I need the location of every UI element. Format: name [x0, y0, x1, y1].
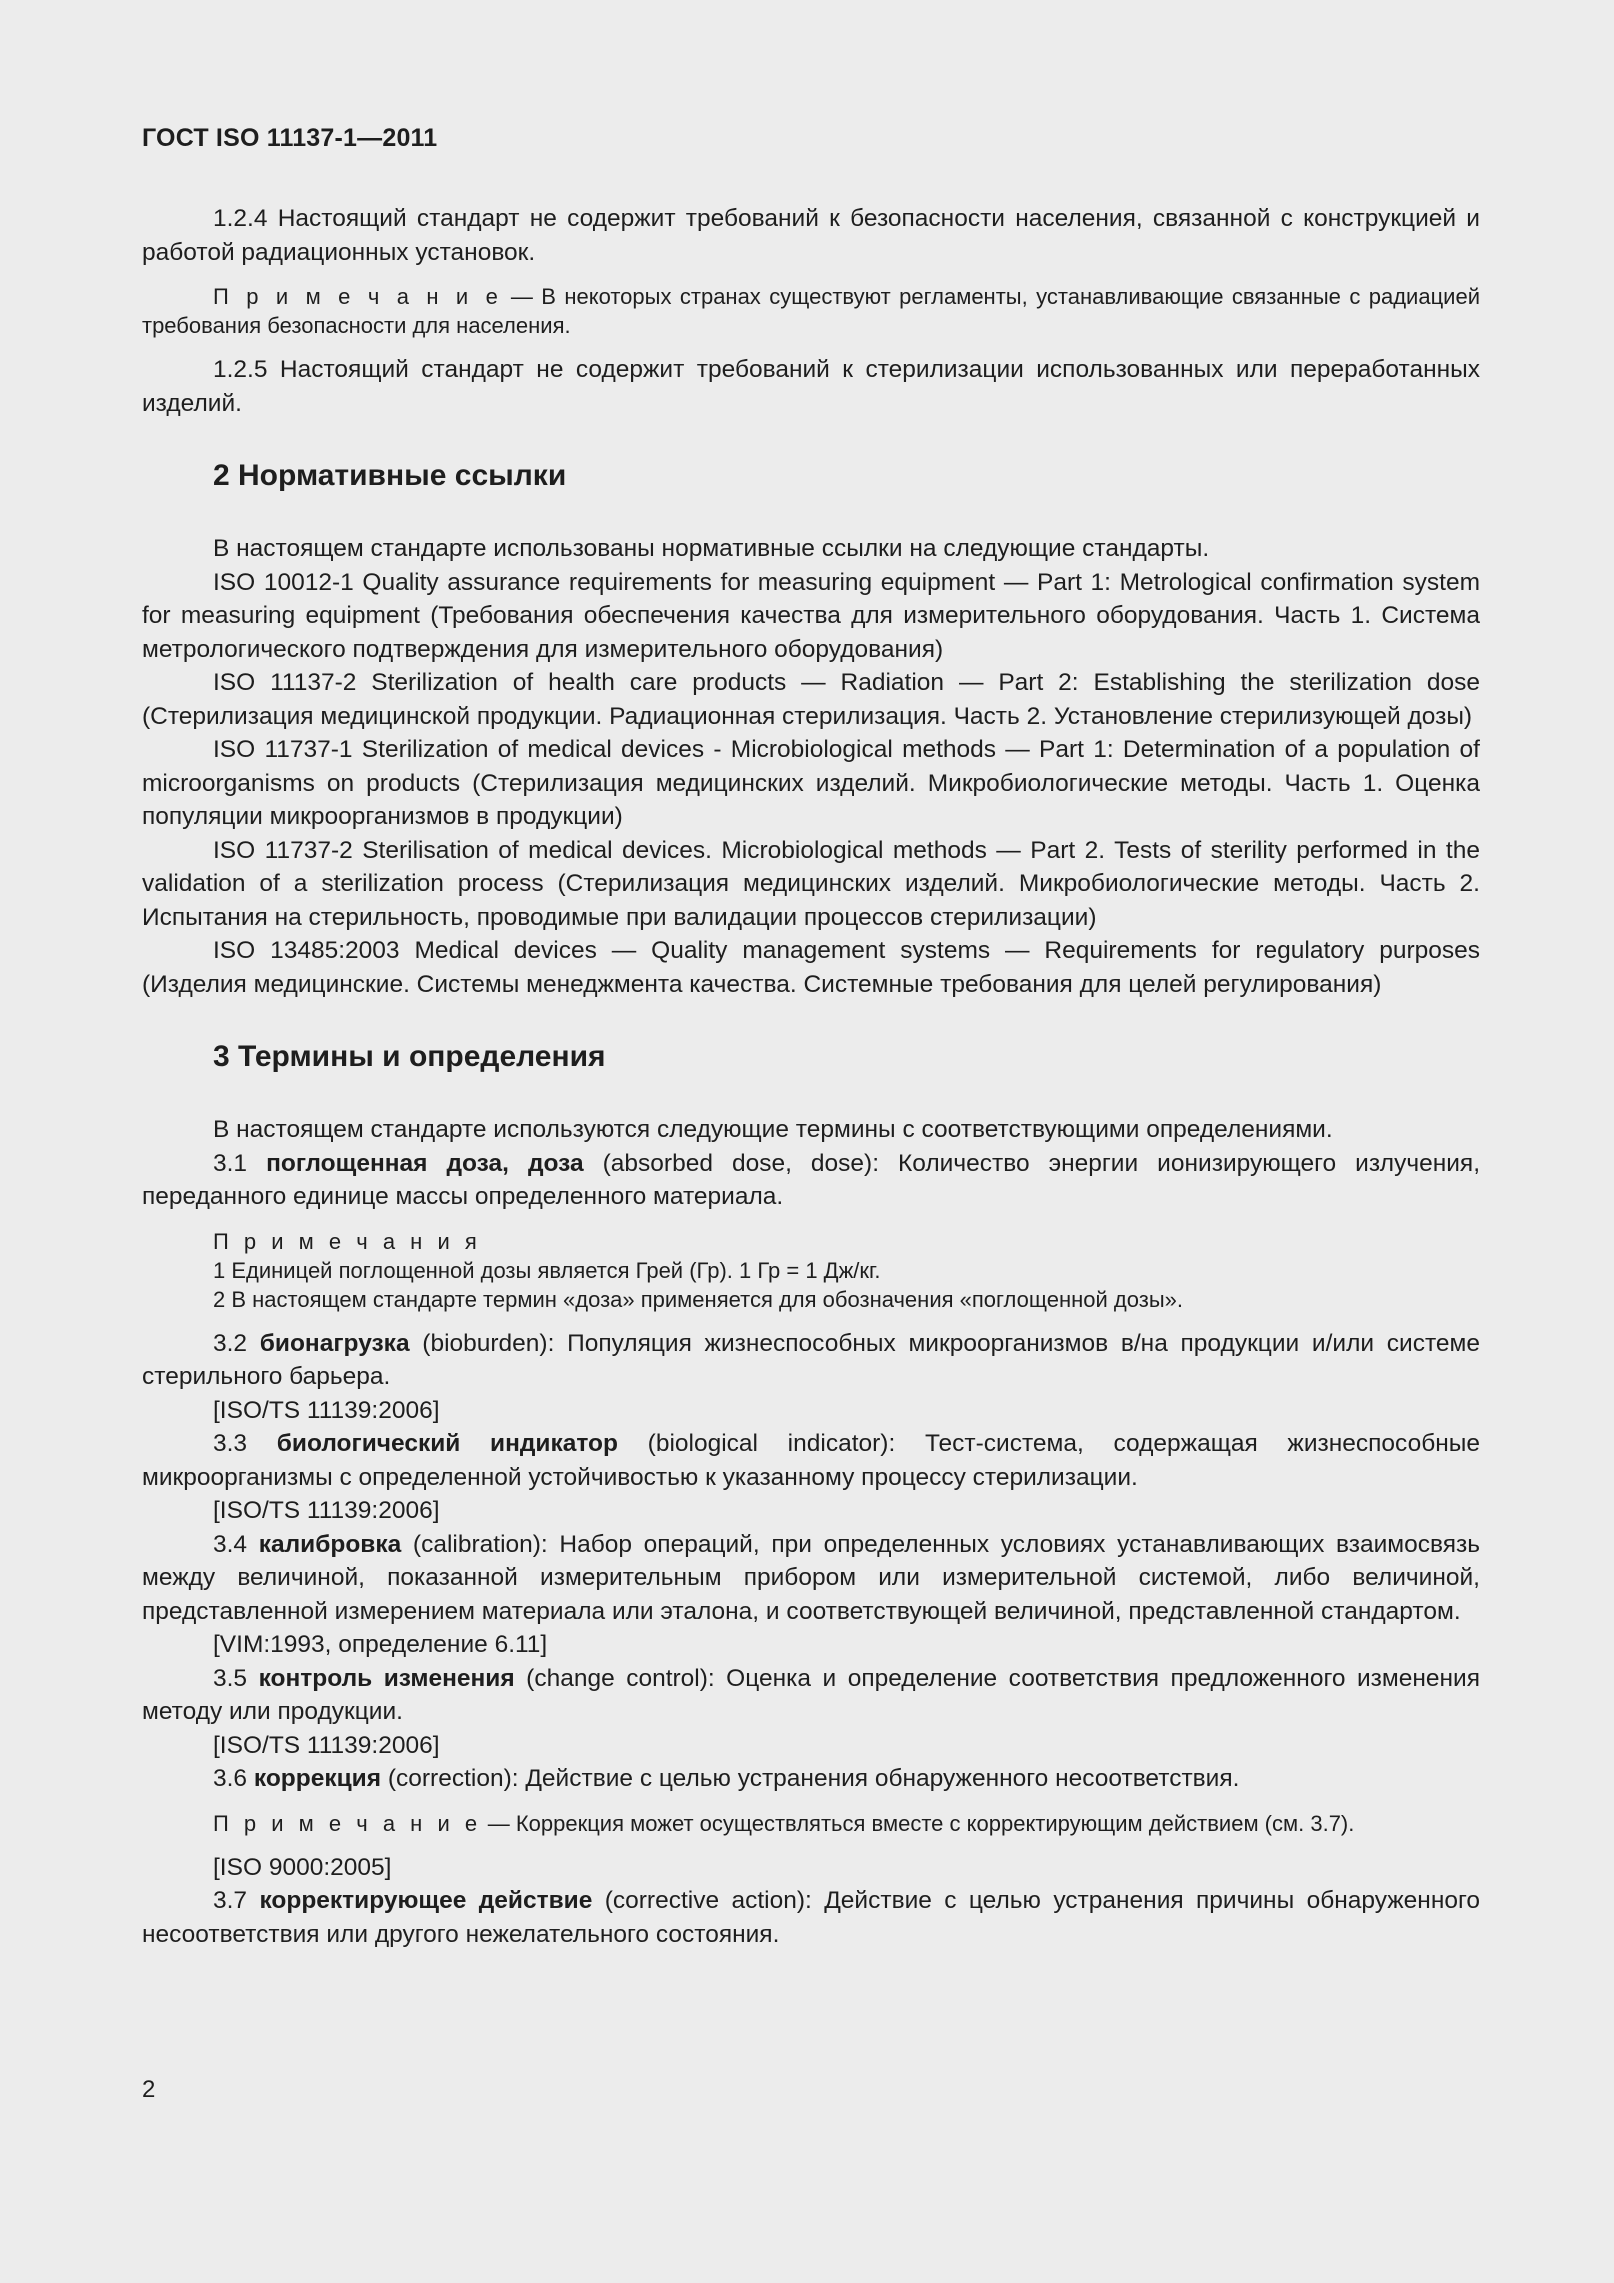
term-name: коррекция — [253, 1765, 382, 1792]
term-3-1 — [142, 1147, 1480, 1214]
term-definition: (calibration): Набор операций, при определенных условиях устанавливающих взаимосвязь между величиной, показанной измерительным прибором или измерительной системой, либо величиной, представленной измерением материала или эталона, и соответствующей величиной, представленной стандартом. — [142, 1530, 1480, 1625]
section-3-heading: 3 Термины и определения — [213, 1040, 606, 1073]
normative-reference: ISO 13485:2003 Medical devices — Quality management systems — Requirements for regulatory purposes (Изделия медицинские. Системы менеджмента качества. Системные требования для целей регулирования) — [142, 937, 1480, 998]
term-source: [ISO/TS 11139:2006] — [213, 1497, 440, 1524]
term-source: [ISO/TS 11139:2006] — [213, 1731, 440, 1759]
term-definition: (bioburden): Популяция жизнеспособных микроорганизмов в/на продукции и/или системе стерильного барьера. — [142, 1329, 1480, 1390]
note-1-2-4 — [142, 282, 1480, 340]
term-3-4 — [142, 1528, 1480, 1629]
term-3-6 — [142, 1762, 1480, 1796]
normative-reference: ISO 10012-1 Quality assurance requirements for measuring equipment — Part 1: Metrological confirmation system for measuring equipment (Требования обеспечения качества для измерительного оборудования. Часть 1. Система метрологического подтверждения для измерительного оборудования) — [142, 568, 1480, 663]
notes-label: П р и м е ч а н и я — [213, 1228, 482, 1254]
normative-reference: ISO 11137-2 Sterilization of health care products — Radiation — Part 2: Establishing the sterilization dose (Стерилизация медицинской продукции. Радиационная стерилизация. Часть 2. Установление стерилизующей дозы) — [142, 669, 1480, 730]
note-text: — Коррекция может осуществляться вместе с корректирующим действием (см. 3.7). — [481, 1810, 1355, 1836]
term-number: 3.7 — [213, 1887, 260, 1914]
term-number: 3.3 — [213, 1430, 277, 1457]
notes-3-1 — [142, 1227, 1480, 1314]
term-name: бионагрузка — [259, 1329, 410, 1357]
note-label: П р и м е ч а н и е — [213, 1810, 482, 1836]
paragraph-1-2-4: 1.2.4 Настоящий стандарт не содержит требований к безопасности населения, связанной с конструкцией и работой радиационных установок. — [142, 205, 1480, 266]
term-source: [ISO 9000:2005] — [213, 1853, 392, 1881]
term-number: 3.2 — [213, 1329, 260, 1357]
term-name: поглощенная доза, доза — [266, 1149, 584, 1177]
term-3-2 — [142, 1327, 1480, 1394]
note-label: П р и м е ч а н и е — [213, 284, 503, 309]
term-name: контроль изменения — [258, 1664, 515, 1692]
term-name: корректирующее действие — [259, 1887, 593, 1914]
term-3-7 — [142, 1884, 1480, 1951]
term-definition: (absorbed dose, dose): Количество энергии ионизирующего излучения, переданного единице массы определенного материала. — [142, 1149, 1481, 1210]
term-3-5 — [142, 1662, 1480, 1729]
term-definition: (change control): Оценка и определение соответствия предложенного изменения методу или продукции. — [142, 1664, 1481, 1725]
note-text: — В некоторых странах существуют регламенты, устанавливающие связанные с радиацией требования безопасности для населения. — [142, 284, 1480, 338]
term-name: калибровка — [258, 1530, 402, 1558]
section-2-intro: В настоящем стандарте использованы нормативные ссылки на следующие стандарты. — [213, 535, 1210, 562]
page-number: 2 — [142, 2076, 156, 2103]
normative-reference: ISO 11737-2 Sterilisation of medical devices. Microbiological methods — Part 2. Tests of sterility performed in the validation of a sterilization process (Стерилизация медицинских изделий. Микробиологические методы. Часть 2. Испытания на стерильность, проводимые при валидации процессов стерилизации) — [142, 836, 1480, 931]
term-definition: (correction): Действие с целью устранения обнаруженного несоответствия. — [381, 1765, 1240, 1792]
paragraph-1-2-5: 1.2.5 Настоящий стандарт не содержит требований к стерилизации использованных или переработанных изделий. — [142, 356, 1480, 417]
term-source: [ISO/TS 11139:2006] — [213, 1396, 440, 1424]
term-definition: (biological indicator): Тест-система, содержащая жизнеспособные микроорганизмы с определенной устойчивостью к указанному процессу стерилизации. — [142, 1430, 1480, 1491]
note-item: 1 Единицей поглощенной дозы является Грей (Гр). 1 Гр = 1 Дж/кг. — [213, 1257, 881, 1283]
term-number: 3.6 — [213, 1765, 254, 1792]
document-body — [142, 202, 1480, 1951]
term-number: 3.4 — [213, 1530, 259, 1558]
term-definition: (corrective action): Действие с целью устранения причины обнаруженного несоответствия или другого нежелательного состояния. — [142, 1887, 1480, 1948]
term-3-3 — [142, 1427, 1480, 1494]
section-3-intro: В настоящем стандарте используются следующие термины с соответствующими определениями. — [213, 1116, 1333, 1143]
normative-reference: ISO 11737-1 Sterilization of medical devices - Microbiological methods — Part 1: Determination of a population of microorganisms on products (Стерилизация медицинских изделий. Микробиологические методы. Часть 1. Оценка популяции микроорганизмов в продукции) — [142, 736, 1480, 830]
term-name: биологический индикатор — [276, 1430, 618, 1457]
document-page — [142, 0, 1480, 2283]
term-number: 3.5 — [213, 1664, 259, 1692]
note-3-6 — [142, 1809, 1480, 1838]
section-2-heading: 2 Нормативные ссылки — [213, 459, 567, 492]
term-number: 3.1 — [213, 1149, 267, 1177]
document-header-title: ГОСТ ISO 11137-1—2011 — [142, 124, 438, 152]
note-item: 2 В настоящем стандарте термин «доза» применяется для обозначения «поглощенной дозы». — [213, 1286, 1183, 1312]
term-source: [VIM:1993, определение 6.11] — [213, 1631, 548, 1658]
